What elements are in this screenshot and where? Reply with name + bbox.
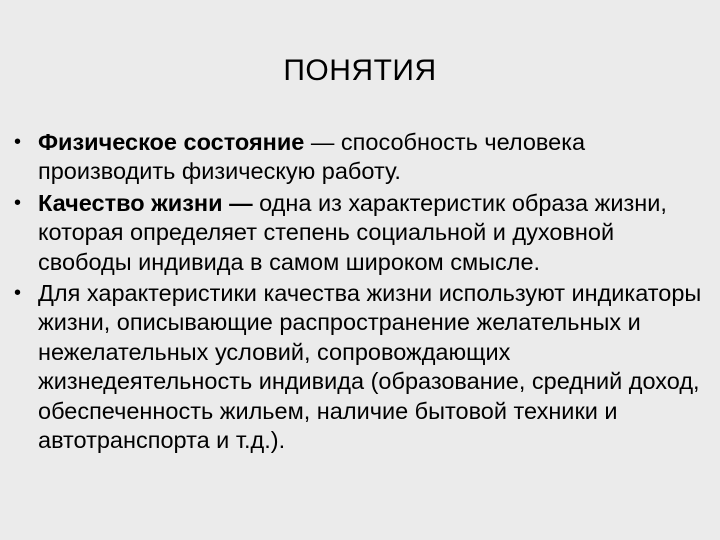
slide-title: ПОНЯТИЯ	[283, 54, 437, 87]
list-item	[14, 189, 714, 277]
bullet-icon: •	[14, 282, 22, 305]
definition-text: Для характеристики качества жизни используют индикаторы жизни, описывающие распространение желательных и нежелательных условий, сопровождающих жизнедеятельность индивида (образование, средний доход, обеспеченность жильем, наличие бытовой техники и автотранспорта и т.д.).	[38, 280, 702, 454]
term-physical-state: Физическое состояние	[38, 129, 305, 155]
term-quality-of-life: Качество жизни —	[38, 189, 253, 216]
list-item	[14, 128, 714, 187]
list-item	[14, 279, 714, 455]
bullet-icon: •	[14, 131, 22, 153]
definition-text: — способность человека производить физическую работу.	[38, 129, 586, 185]
bullet-list	[14, 128, 714, 457]
definition-text: одна из характеристик образа жизни, которая определяет степень социальной и духовной свободы индивида в самом широком смысле.	[38, 189, 667, 275]
bullet-icon: •	[14, 191, 22, 214]
